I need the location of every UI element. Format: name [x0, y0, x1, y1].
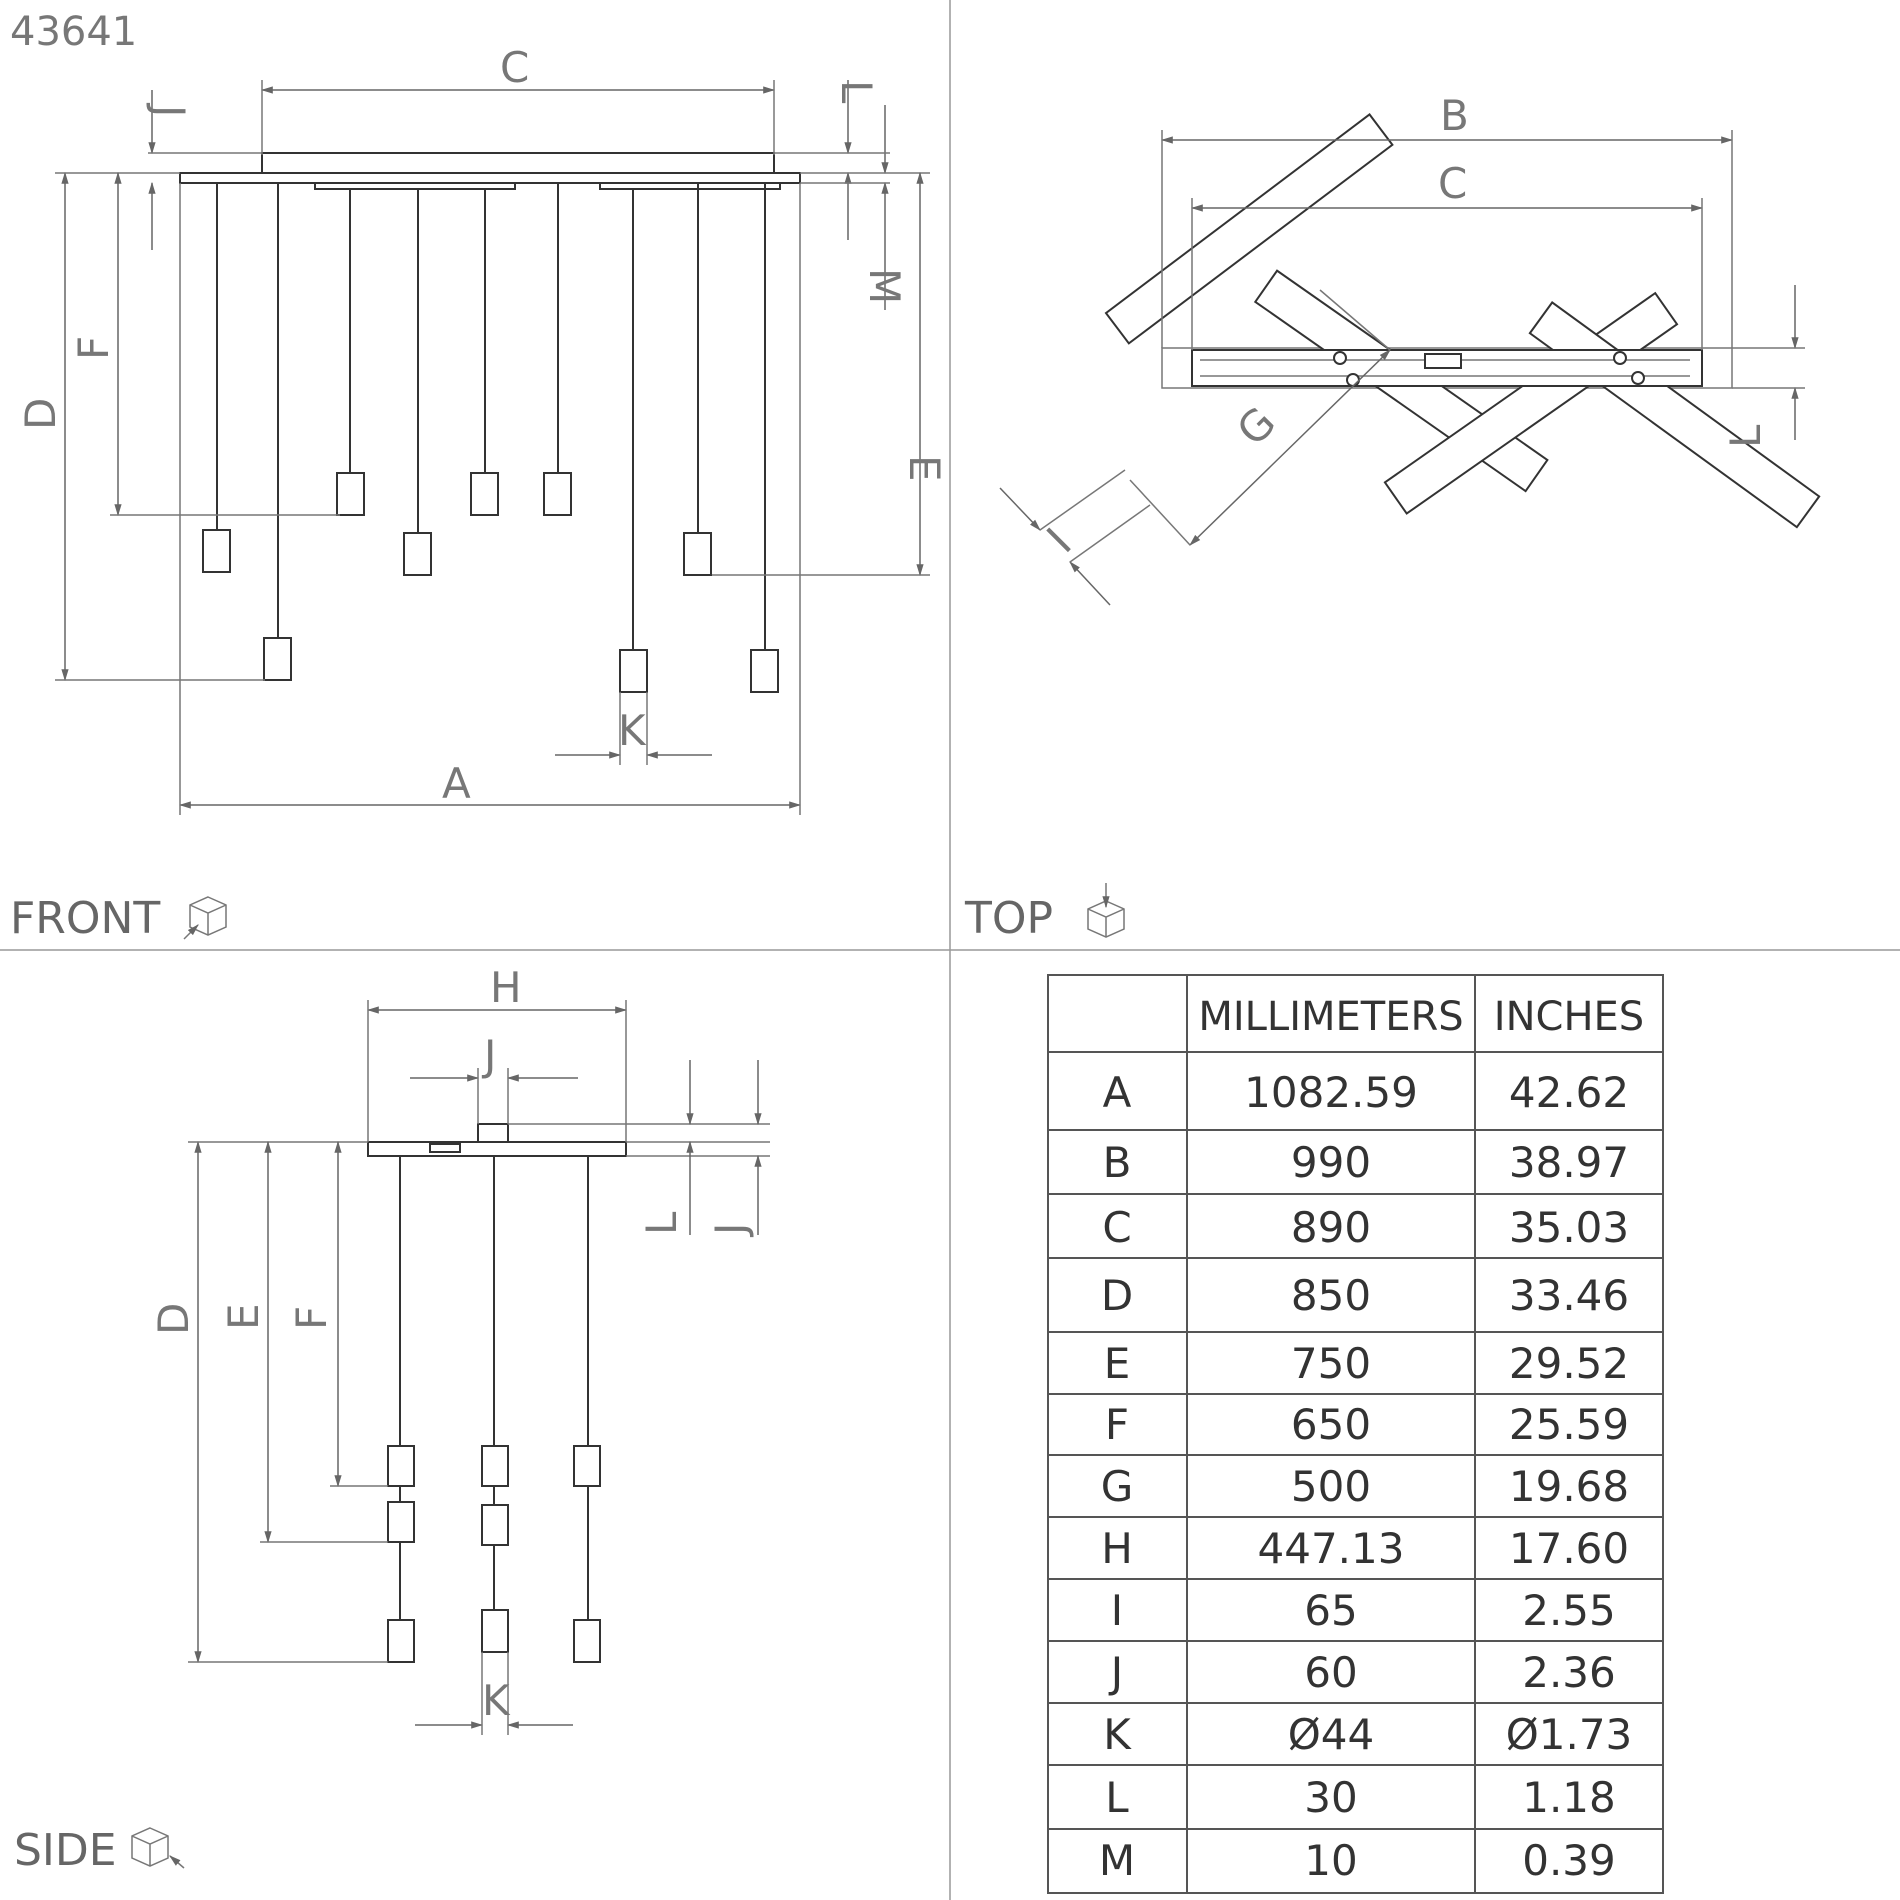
front-shade	[544, 473, 571, 515]
svg-text:1082.59: 1082.59	[1244, 1068, 1418, 1117]
table-row	[1104, 1339, 1629, 1388]
table-row	[1103, 1710, 1632, 1759]
dim-label-E-side: E	[219, 1303, 268, 1330]
dim-label-I-top: I	[1037, 518, 1081, 563]
front-shade	[684, 533, 711, 575]
table-header-inches: INCHES	[1493, 994, 1645, 1040]
svg-text:33.46: 33.46	[1508, 1271, 1630, 1320]
top-view-cube-icon	[1088, 883, 1124, 937]
front-shade	[471, 473, 498, 515]
svg-text:42.62: 42.62	[1508, 1068, 1630, 1117]
dim-label-J-side-top: J	[484, 1031, 497, 1080]
top-view	[964, 91, 1819, 944]
side-view-title: SIDE	[14, 1825, 117, 1876]
svg-text:19.68: 19.68	[1508, 1462, 1630, 1511]
table-row	[1101, 1271, 1629, 1320]
svg-text:Ø44: Ø44	[1287, 1710, 1375, 1759]
table-row	[1105, 1773, 1615, 1822]
front-shade	[203, 530, 230, 572]
svg-text:35.03: 35.03	[1508, 1203, 1630, 1252]
dim-label-K-front: K	[618, 706, 646, 755]
dim-label-H: H	[490, 963, 522, 1012]
svg-text:0.39: 0.39	[1522, 1836, 1616, 1885]
svg-text:2.55: 2.55	[1522, 1586, 1616, 1635]
dim-label-M-front: M	[860, 268, 909, 305]
dimension-table	[1048, 975, 1663, 1893]
table-row	[1102, 1203, 1629, 1252]
svg-text:850: 850	[1290, 1271, 1372, 1320]
svg-text:H: H	[1101, 1524, 1133, 1573]
side-canopy-block	[478, 1124, 508, 1142]
front-shade	[337, 473, 364, 515]
side-shade	[482, 1446, 508, 1486]
table-row	[1099, 1836, 1616, 1885]
svg-text:750: 750	[1290, 1339, 1372, 1388]
side-mounting-plate	[368, 1142, 626, 1156]
side-shade	[388, 1502, 414, 1542]
svg-text:990: 990	[1290, 1138, 1372, 1187]
svg-text:L: L	[1105, 1773, 1129, 1822]
dim-label-L-side: L	[637, 1211, 686, 1235]
svg-text:447.13: 447.13	[1257, 1524, 1405, 1573]
svg-text:650: 650	[1290, 1400, 1372, 1449]
front-mounting-bar	[180, 173, 800, 183]
dim-label-L-top: L	[1721, 424, 1770, 448]
svg-text:65: 65	[1304, 1586, 1358, 1635]
front-shade	[620, 650, 647, 692]
side-shade	[388, 1446, 414, 1486]
svg-text:30: 30	[1304, 1773, 1358, 1822]
product-code: 43641	[10, 9, 138, 55]
side-shade	[482, 1610, 508, 1652]
dim-label-J-side: J	[706, 1222, 755, 1235]
dim-label-F-side: F	[287, 1305, 336, 1330]
svg-text:17.60: 17.60	[1508, 1524, 1630, 1573]
svg-text:A: A	[1102, 1068, 1132, 1117]
dim-label-J-front: J	[145, 105, 194, 118]
side-view-cube-icon	[132, 1828, 184, 1868]
svg-text:C: C	[1102, 1203, 1132, 1252]
side-shade	[574, 1446, 600, 1486]
front-shade	[264, 638, 291, 680]
svg-text:E: E	[1103, 1339, 1131, 1388]
table-row	[1105, 1400, 1629, 1449]
front-view-title: FRONT	[10, 893, 161, 944]
dim-label-B: B	[1440, 91, 1469, 140]
svg-text:G: G	[1100, 1462, 1134, 1511]
dim-label-G: G	[1227, 397, 1286, 456]
table-row	[1103, 1138, 1630, 1187]
dim-label-K-side: K	[482, 1676, 510, 1725]
table-header-millimeters: MILLIMETERS	[1198, 994, 1464, 1040]
front-shade	[751, 650, 778, 692]
svg-text:60: 60	[1304, 1648, 1358, 1697]
svg-text:890: 890	[1290, 1203, 1372, 1252]
svg-text:I: I	[1110, 1586, 1124, 1635]
svg-text:25.59: 25.59	[1508, 1400, 1630, 1449]
dim-label-C-top: C	[1438, 159, 1468, 208]
side-view	[14, 963, 770, 1876]
dim-label-D-front: D	[16, 397, 65, 430]
svg-text:F: F	[1104, 1400, 1130, 1449]
front-shade	[404, 533, 431, 575]
table-row	[1103, 1068, 1629, 1117]
top-view-title: TOP	[965, 893, 1054, 944]
top-arm	[1530, 302, 1819, 527]
svg-text:10: 10	[1304, 1836, 1358, 1885]
front-view-cube-icon	[184, 897, 226, 939]
svg-text:J: J	[1110, 1648, 1124, 1697]
svg-text:500: 500	[1290, 1462, 1372, 1511]
table-row	[1108, 1648, 1616, 1697]
svg-text:29.52: 29.52	[1508, 1339, 1630, 1388]
svg-text:38.97: 38.97	[1508, 1138, 1630, 1187]
front-canopy	[262, 153, 774, 173]
dim-label-F-front: F	[69, 335, 118, 360]
dim-label-E-front: E	[900, 455, 949, 482]
side-shade	[482, 1505, 508, 1545]
dim-label-L-front: L	[832, 80, 881, 104]
svg-text:D: D	[1100, 1271, 1134, 1320]
svg-text:1.18: 1.18	[1522, 1773, 1616, 1822]
svg-text:2.36: 2.36	[1522, 1648, 1616, 1697]
side-shade	[574, 1620, 600, 1662]
front-view	[10, 43, 949, 944]
side-pendants	[388, 1156, 600, 1662]
front-pendants	[203, 183, 778, 692]
svg-text:K: K	[1103, 1710, 1131, 1759]
svg-text:B: B	[1102, 1138, 1132, 1187]
svg-text:Ø1.73: Ø1.73	[1505, 1710, 1633, 1759]
svg-text:M: M	[1098, 1836, 1136, 1885]
table-row	[1101, 1462, 1629, 1511]
dim-label-C: C	[500, 43, 530, 92]
top-arm	[1106, 114, 1392, 343]
dim-label-D-side: D	[149, 1302, 198, 1335]
dim-label-A: A	[442, 759, 471, 808]
table-row	[1101, 1524, 1629, 1573]
side-shade	[388, 1620, 414, 1662]
